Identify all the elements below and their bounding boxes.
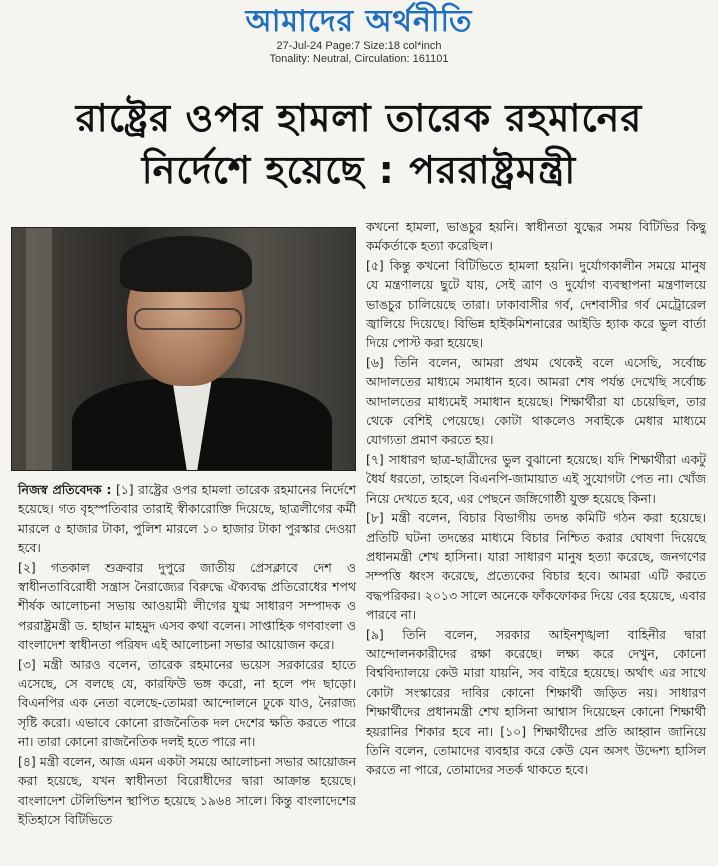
article-paragraph: [৭] সাধারণ ছাত্র-ছাত্রীদের ভুল বুঝানো হয়েছে। যদি শিক্ষার্থীরা একটু ধৈর্য ধরতো, তাহলে বিএনপি-জামায়াত এই সুযোগটা পেত না। খোঁজ নিয়ে দেখতে হবে, এর পেছনে জঙ্গিগোষ্ঠী যুক্ত হয়েছে কিনা। bbox=[366, 451, 706, 506]
article-paragraph: [৯] তিনি বলেন, সরকার আইনশৃঙ্খলা বাহিনীর দ্বারা আন্দোলনকারীদের রক্ষা করেছে। লক্ষ্য করে দেখুন, কোনো বিশ্ববিদ্যালয়ে কেউ মারা যায়নি, সব বাইরে হয়েছে। অর্থাৎ এর সাথে কোটা সংস্কারের দাবির কোনো শিক্ষার্থী জড়িত নয়। সাধারণ শিক্ষার্থীদের প্রধানমন্ত্রী শেখ হাসিনা আশ্বাস দিয়েছেন কোনো শিক্ষার্থী হয়রানির শিকার হবে না। [১০] শিক্ষার্থীদের প্রতি আহ্বান জানিয়ে তিনি বলেন, তোমাদের ব্যবহার করে কেউ যেন অসৎ উদ্দেশ্য হাসিল করতে না পারে, তোমাদের সতর্ক থাকতে হবে। bbox=[366, 626, 706, 778]
article-paragraph: [৬] তিনি বলেন, আমরা প্রথম থেকেই বলে এসেছি, সর্বোচ্চ আদালতের মাধ্যমে সমাধান হবে। আমরা শেষ পর্যন্ত দেখেছি সর্বোচ্চ আদালতের মাধ্যমেই সমাধান হয়েছে। শিক্ষার্থীরা যা চেয়েছিল, তার থেকে বেশিই পেয়েছে। কোটা থাকলেও সবাইকে মেধার মাধ্যমে যোগ্যতা প্রমাণ করতে হয়। bbox=[366, 354, 706, 448]
article-column-right bbox=[366, 217, 706, 780]
clipping-meta-line2: Tonality: Neutral, Circulation: 161101 bbox=[269, 53, 449, 65]
masthead bbox=[0, 4, 718, 66]
article-paragraph: [২] গতকাল শুক্রবার দুপুরে জাতীয় প্রেসক্লাবে দেশ ও স্বাধীনতাবিরোধী সন্ত্রাস নৈরাজ্যের বিরুদ্ধে ঐক্যবদ্ধ প্রতিরোধের শপথ শীর্ষক আলোচনা সভায় আওয়ামী লীগের যুগ্ম সাধারণ সম্পাদক ও পররাষ্ট্রমন্ত্রী ড. হাছান মাহমুদ এসব কথা বলেন। সাপ্তাহিক গণবাংলা ও বাংলাদেশ স্বাধীনতা পরিষদ এই আলোচনা সভার আয়োজন করে। bbox=[18, 559, 356, 653]
article-paragraph: [৪] মন্ত্রী বলেন, আজ এমন একটা সময়ে আলোচনা সভার আয়োজন করা হয়েছে, যখন স্বাধীনতা বিরোধীদের দ্বারা আক্রান্ত হয়েছে। বাংলাদেশ টেলিভিশন স্থাপিত হয়েছে ১৯৬৪ সালে। কিন্তু বাংলাদেশের ইতিহাসে বিটিভিতে bbox=[18, 753, 356, 827]
headline-line1: রাষ্ট্রের ওপর হামলা তারেক রহমানের bbox=[75, 96, 643, 140]
newspaper-logo: আমাদের অর্থনীতি bbox=[245, 4, 473, 39]
article-photo bbox=[11, 227, 356, 471]
article-paragraph: [৫] কিন্তু কখনো বিটিভিতে হামলা হয়নি। দুর্যোগকালীন সময়ে মানুষ যে মন্ত্রণালয়ে ছুটে যায়, সেই ত্রাণ ও দুর্যোগ ব্যবস্থাপনা মন্ত্রণালয়ে ভাঙচুর চালিয়েছে তারা। ঢাকাবাসীর গর্ব, দেশবাসীর গর্ব মেট্রোরেল জ্বালিয়ে দিয়েছে। বিভিন্ন হাইকমিশনারের আইডি হ্যাক করে ভুল বার্তা দিয়ে পোস্ট করা হয়েছে। bbox=[366, 257, 706, 351]
article-paragraph: কখনো হামলা, ভাঙচুর হয়নি। স্বাধীনতা যুদ্ধের সময় বিটিভির কিছু কর্মকর্তাকে হত্যা করেছিল। bbox=[366, 219, 706, 254]
article-paragraph: [৩] মন্ত্রী আরও বলেন, তারেক রহমানের ভয়েস সরকারের হাতে এসেছে, সে বলছে যে, কারফিউ ভঙ্গ করো, না হলে পদ ছাড়ো। বিএনপির এক নেতা বলেছে-তোমরা আন্দোলনে ঢুকে যাও, নৈরাজ্য সৃষ্টি করো। এভাবে কোনো রাজনৈতিক দল দেশের ক্ষতি করতে পারে না। তারা কোনো রাজনৈতিক দলই হতে পারে না। bbox=[18, 656, 356, 750]
clipping-meta-line1: 27-Jul-24 Page:7 Size:18 col*inch bbox=[276, 40, 442, 52]
byline: নিজস্ব প্রতিবেদক : bbox=[18, 482, 112, 497]
headline-line2: নির্দেশে হয়েছে : পররাষ্ট্রমন্ত্রী bbox=[141, 148, 577, 192]
article-paragraph: নিজস্ব প্রতিবেদক : [১] রাষ্ট্রের ওপর হামলা তারেক রহমানের নির্দেশে হয়েছে। গত বৃহস্পতিবার তারাই স্বীকারোক্তি দিয়েছে, ছাত্রলীগের কর্মী মারলে ৫ হাজার টাকা, পুলিশ মারলে ১০ হাজার টাকা পুরস্কার দেওয়া হবে। bbox=[18, 482, 356, 556]
article-paragraph: [৮] মন্ত্রী বলেন, বিচার বিভাগীয় তদন্ত কমিটি গঠন করা হয়েছে। প্রতিটি ঘটনা তদন্তের মাধ্যমে বিচার নিশ্চিত করার ঘোষণা দিয়েছে প্রধানমন্ত্রী শেখ হাসিনা। যারা সাধারণ মানুষ হত্যা করেছে, জনগণের সম্পত্তি ধ্বংস করেছে, প্রত্যেকের বিচার হবে। আমরা এটি করতে বদ্ধপরিকর। ২০১৩ সালে অনেকে ফাঁকফোকর দিয়ে বের হয়েছে, এবার পারবে না। bbox=[366, 510, 706, 623]
article-column-left bbox=[18, 480, 356, 829]
headline bbox=[0, 92, 718, 196]
